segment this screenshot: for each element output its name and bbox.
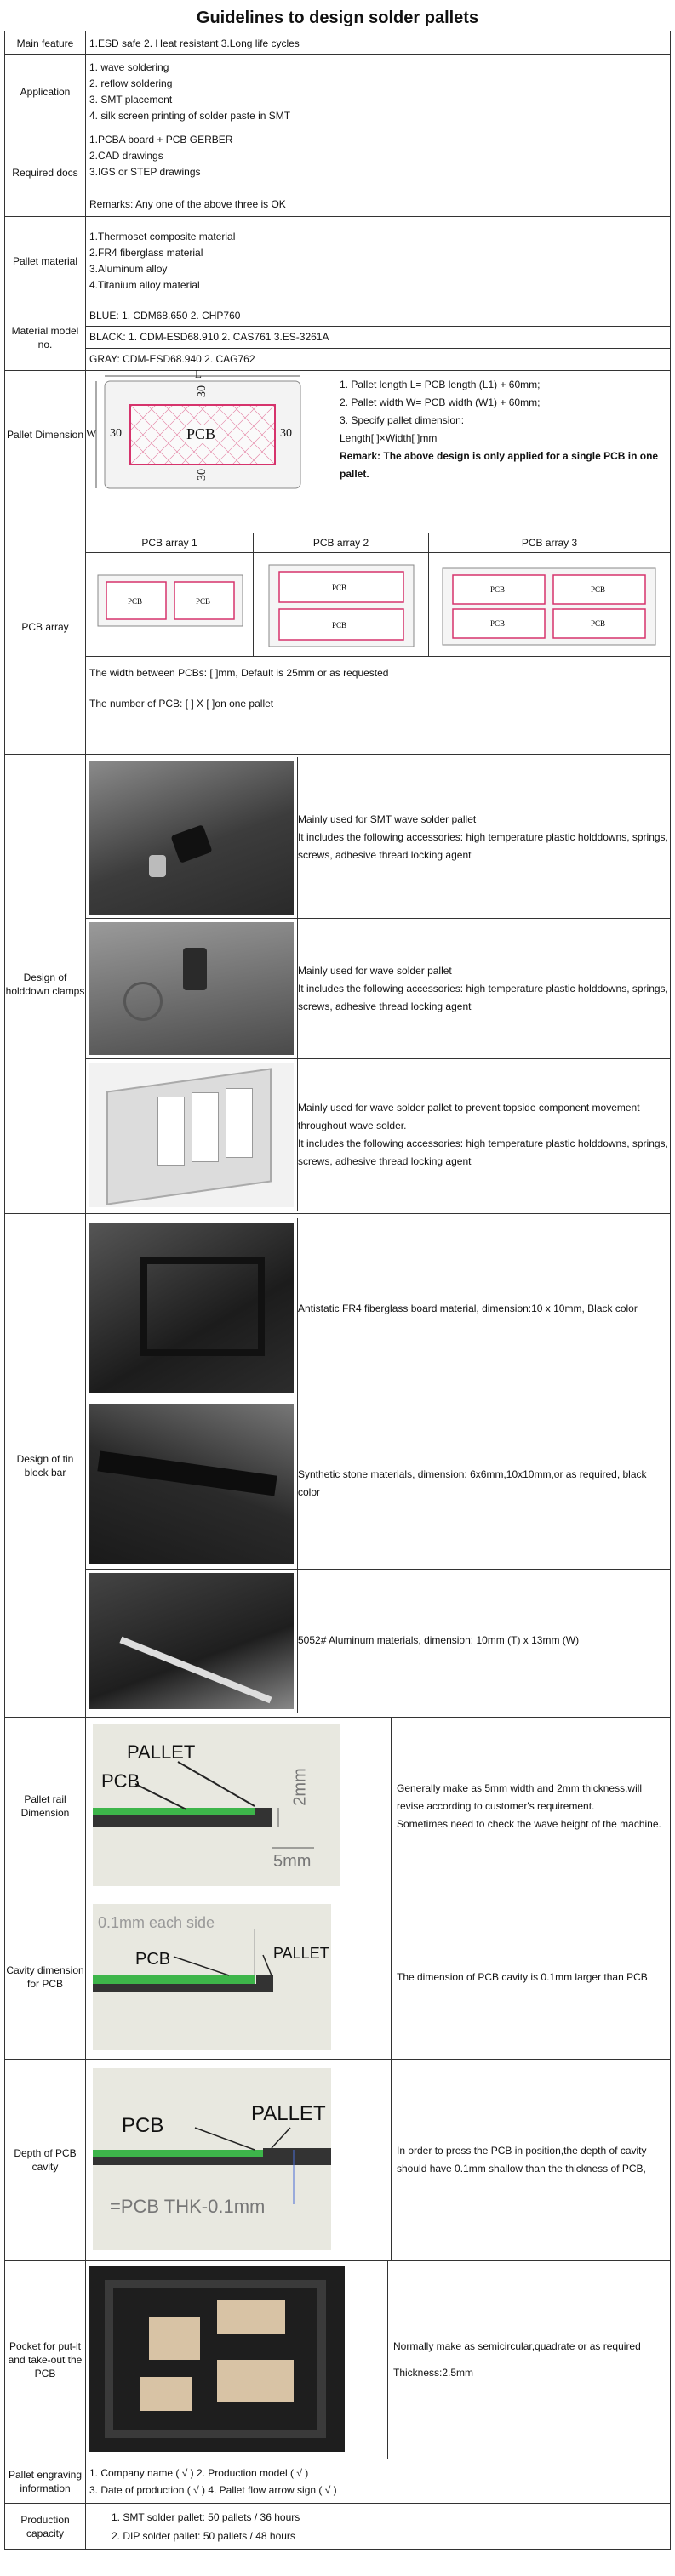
pcb-number-text: The number of PCB: [ ] X [ ]on one pallet: [89, 697, 274, 710]
holddown-text-3a: Mainly used for wave solder pallet to prevent topside component movement throughout wave solder.: [298, 1102, 640, 1132]
row-material-model: [5, 305, 671, 371]
holddown-text-2a: Mainly used for wave solder pallet: [298, 964, 452, 977]
tin-block-photo-2: [86, 1399, 298, 1569]
margin-30-bottom: 30: [196, 469, 209, 481]
depth-svg: [93, 2068, 331, 2250]
holddown-text-1b: It includes the following accessories: high temperature plastic holddowns, springs, screws, adhesive thread locking agent: [298, 831, 668, 861]
list-item: [86, 180, 670, 197]
list-item: 3. SMT placement: [89, 93, 173, 105]
pcb-array-header-3: PCB array 3: [429, 533, 671, 552]
pcb-array-header-2: PCB array 2: [254, 533, 429, 552]
cavity-text: The dimension of PCB cavity is 0.1mm larger than PCB: [397, 1970, 648, 1983]
depth-diagram: [86, 2060, 392, 2260]
margin-30-right: 30: [280, 427, 292, 440]
pocket-photo: [86, 2261, 388, 2459]
page-title: Guidelines to design solder pallets: [196, 9, 479, 27]
application-list: [86, 55, 671, 128]
pcb-label: PCB: [490, 618, 506, 628]
list-item: 4.Titanium alloy material: [89, 278, 200, 291]
value-main-feature: 1.ESD safe 2. Heat resistant 3.Long life cycles: [86, 31, 671, 55]
row-depth: [5, 2060, 671, 2261]
row-tin-block: [5, 1214, 671, 1718]
label-required-docs: Required docs: [5, 128, 86, 217]
pcb-label: PCB: [128, 596, 143, 606]
list-item: Remarks: Any one of the above three is OK: [89, 198, 286, 210]
cavity-note: 0.1mm each side: [98, 1914, 215, 1931]
capacity-line-1: 1. SMT solder pallet: 50 pallets / 36 hours: [112, 2510, 300, 2523]
remark: Remark: The above design is only applied for a single PCB in one pallet.: [340, 450, 659, 480]
pcb-label: PCB: [332, 583, 347, 592]
pcb-array-notes: [86, 656, 670, 720]
engraving-cell: [86, 2459, 671, 2504]
row-holddown: [5, 755, 671, 1214]
material-model-gray: GRAY: CDM-ESD68.940 2. CAG762: [89, 353, 255, 366]
pcb-array-3-diagram: [429, 552, 671, 656]
holddown-photo-3: [86, 1059, 298, 1211]
rail-diagram: [86, 1718, 392, 1895]
holddown-cell: [86, 755, 671, 1214]
rail-pcb-label: PCB: [101, 1770, 140, 1792]
row-cavity: [5, 1895, 671, 2060]
holddown-text-2: [298, 919, 671, 1059]
material-model-black: BLACK: 1. CDM-ESD68.910 2. CAS761 3.ES-3261A: [86, 326, 670, 348]
label-pocket: Pocket for put-it and take-out the PCB: [5, 2261, 86, 2459]
rail-text-2: Sometimes need to check the wave height of the machine.: [397, 1817, 661, 1830]
depth-pcb-label: PCB: [122, 2114, 164, 2137]
label-engraving: Pallet engraving information: [5, 2459, 86, 2504]
dimension-w-label: W: [86, 427, 97, 440]
rail-pallet-label: PALLET: [127, 1741, 196, 1763]
tin-block-cell: [86, 1214, 671, 1718]
pcb-label: PCB: [591, 584, 606, 594]
label-pallet-material: Pallet material: [5, 217, 86, 305]
label-pallet-dimension: Pallet Dimension: [5, 371, 86, 499]
tin-block-text-2: Synthetic stone materials, dimension: 6x6mm,10x10mm,or as required, black color: [298, 1399, 671, 1569]
pocket-cell: [86, 2261, 671, 2459]
depth-text: In order to press the PCB in position,the depth of cavity should have 0.1mm shallow than the thickness of PCB,: [397, 2145, 647, 2174]
tin-block-photo-1: [86, 1218, 298, 1399]
pallet-material-list: [86, 217, 671, 305]
holddown-photo-1: [86, 757, 298, 919]
pcb-width-text: The width between PCBs: [ ]mm, Default is 25mm or as requested: [89, 666, 389, 679]
pcb-array-3-svg: [429, 553, 672, 653]
depth-formula: =PCB THK-0.1mm: [110, 2196, 266, 2217]
label-application: Application: [5, 55, 86, 128]
label-pcb-array: PCB array: [5, 499, 86, 755]
list-item: 1.PCBA board + PCB GERBER: [89, 134, 233, 145]
pcb-array-1-diagram: [86, 552, 254, 656]
label-cavity: Cavity dimension for PCB: [5, 1895, 86, 2060]
cavity-cell: [86, 1895, 671, 2060]
guideline-table: [4, 31, 671, 2550]
row-rail: [5, 1718, 671, 1895]
pocket-text: [388, 2333, 670, 2387]
pcb-label: PCB: [186, 425, 216, 442]
cavity-pallet-label: PALLET: [273, 1945, 329, 1962]
label-rail: Pallet rail Dimension: [5, 1718, 86, 1895]
pocket-text-2: Thickness:2.5mm: [393, 2367, 474, 2379]
list-item: 3.IGS or STEP drawings: [89, 166, 201, 178]
pcb-array-cell: [86, 499, 671, 755]
pcb-array-header-1: PCB array 1: [86, 533, 254, 552]
pallet-dimension-cell: [86, 368, 671, 499]
holddown-text-2b: It includes the following accessories: high temperature plastic holddowns, springs, screws, adhesive thread locking agent: [298, 982, 668, 1012]
row-pcb-array: [5, 499, 671, 755]
list-item: 2. reflow soldering: [89, 77, 173, 89]
holddown-text-1: [298, 757, 671, 919]
pcb-array-1-svg: [86, 553, 253, 653]
margin-30-top: 30: [196, 385, 209, 397]
row-capacity: [5, 2504, 671, 2550]
list-item: 2. Pallet width W= PCB width (W1) + 60mm;: [340, 396, 541, 408]
pcb-label: PCB: [196, 596, 211, 606]
holddown-text-3b: It includes the following accessories: high temperature plastic holddowns, springs, screws, adhesive thread locking agent: [298, 1137, 668, 1168]
list-item: Length[ ]×Width[ ]mm: [340, 432, 438, 444]
holddown-text-1a: Mainly used for SMT wave solder pallet: [298, 813, 477, 825]
pallet-dimension-diagram: [86, 368, 333, 499]
row-pocket: [5, 2261, 671, 2459]
pocket-text-1: Normally make as semicircular,quadrate or as required: [393, 2340, 641, 2352]
rail-cell: [86, 1718, 671, 1895]
list-item: 2.FR4 fiberglass material: [89, 246, 203, 259]
rail-text: [392, 1775, 670, 1838]
list-item: 3. Specify pallet dimension:: [340, 414, 465, 426]
material-model-blue: BLUE: 1. CDM68.650 2. CHP760: [86, 305, 670, 326]
label-depth: Depth of PCB cavity: [5, 2060, 86, 2261]
list-item: 3.Aluminum alloy: [89, 262, 168, 275]
rail-text-1: Generally make as 5mm width and 2mm thickness,will revise according to customer's requirement.: [397, 1781, 643, 1812]
pcb-array-2-svg: [254, 553, 428, 653]
cavity-pcb-label: PCB: [135, 1950, 171, 1969]
list-item: 4. silk screen printing of solder paste in SMT: [89, 109, 291, 122]
pcb-label: PCB: [332, 620, 347, 630]
label-main-feature: Main feature: [5, 31, 86, 55]
list-item: 1.Thermoset composite material: [89, 230, 236, 242]
row-required-docs: [5, 128, 671, 217]
list-item: 2.CAD drawings: [89, 150, 163, 162]
tin-block-photo-3: [86, 1569, 298, 1713]
label-capacity: Production capacity: [5, 2504, 86, 2550]
capacity-line-2: 2. DIP solder pallet: 50 pallets / 48 hours: [112, 2529, 295, 2542]
engraving-line-1: 1. Company name ( √ ) 2. Production model ( √ ): [89, 2466, 309, 2479]
tin-block-text-3: 5052# Aluminum materials, dimension: 10mm (T) x 13mm (W): [298, 1634, 580, 1647]
rail-width-label: 5mm: [273, 1852, 312, 1871]
row-main-feature: [5, 31, 671, 55]
pallet-dimension-text: [333, 371, 670, 499]
tin-block-text-1: Antistatic FR4 fiberglass board material, dimension:10 x 10mm, Black color: [298, 1218, 671, 1399]
cavity-diagram: [86, 1895, 392, 2059]
holddown-photo-2: [86, 919, 298, 1059]
dimension-l-label: L: [195, 368, 202, 380]
pcb-label: PCB: [591, 618, 606, 628]
row-engraving: [5, 2459, 671, 2504]
rail-height-label: 2mm: [290, 1768, 310, 1806]
margin-30-left: 30: [110, 427, 122, 440]
row-application: [5, 55, 671, 128]
holddown-text-3: [298, 1059, 671, 1211]
list-item: 1. wave soldering: [89, 60, 169, 73]
engraving-line-2: 3. Date of production ( √ ) 4. Pallet flow arrow sign ( √ ): [89, 2483, 337, 2496]
required-docs-list: [86, 128, 671, 217]
depth-cell: [86, 2060, 671, 2261]
label-holddown: Design of holddown clamps: [5, 755, 86, 1214]
pcb-label: PCB: [490, 584, 506, 594]
label-tin-block: Design of tin block bar: [5, 1214, 86, 1718]
capacity-cell: [86, 2504, 671, 2550]
pcb-array-2-diagram: [254, 552, 429, 656]
depth-pallet-label: PALLET: [251, 2102, 326, 2125]
row-pallet-dimension: [5, 371, 671, 499]
row-pallet-material: [5, 217, 671, 305]
label-material-model: Material model no.: [5, 305, 86, 371]
list-item: 1. Pallet length L= PCB length (L1) + 60mm;: [340, 379, 541, 390]
material-model-cell: [86, 305, 671, 371]
